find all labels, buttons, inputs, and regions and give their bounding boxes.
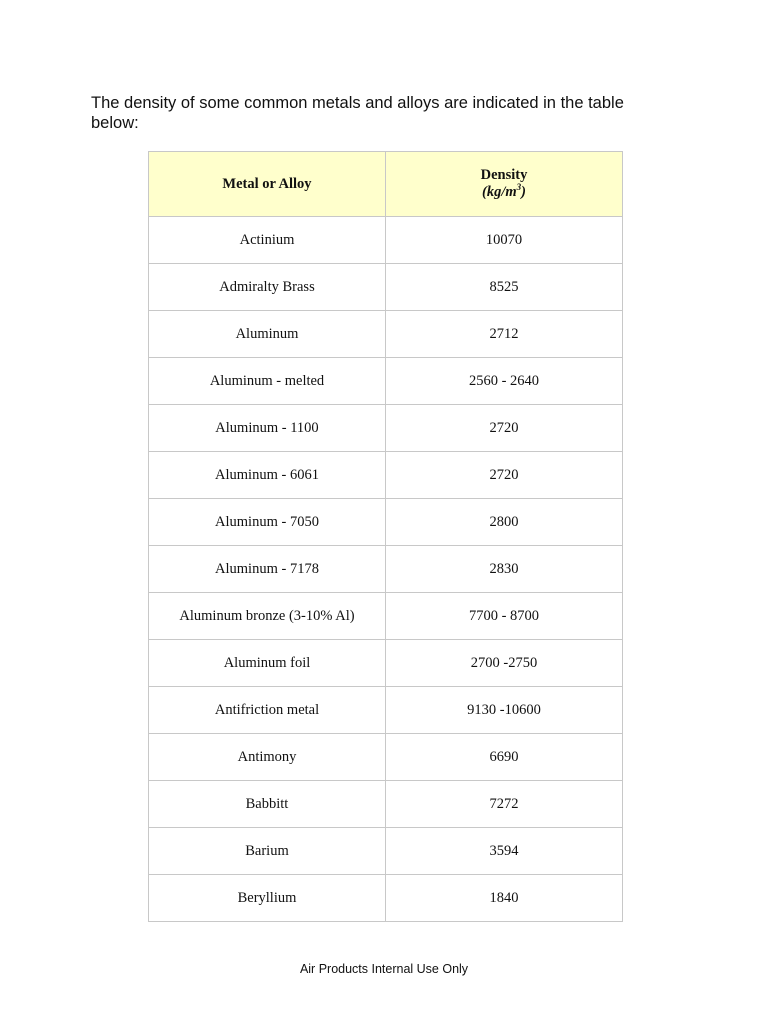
metal-cell: Aluminum - 6061 — [149, 452, 386, 499]
density-cell: 9130 -10600 — [386, 687, 623, 734]
metal-cell: Aluminum - 7050 — [149, 499, 386, 546]
header-unit-open: (kg/m — [482, 184, 517, 200]
table-row — [149, 875, 623, 922]
density-cell: 3594 — [386, 828, 623, 875]
density-cell: 7700 - 8700 — [386, 593, 623, 640]
table-row — [149, 593, 623, 640]
density-cell: 7272 — [386, 781, 623, 828]
metal-cell: Barium — [149, 828, 386, 875]
density-cell: 2830 — [386, 546, 623, 593]
table-row — [149, 311, 623, 358]
table-row — [149, 452, 623, 499]
table-row — [149, 499, 623, 546]
table-row — [149, 405, 623, 452]
intro-paragraph: The density of some common metals and alloys are indicated in the table below: — [91, 94, 624, 132]
density-cell: 2560 - 2640 — [386, 358, 623, 405]
table-row — [149, 264, 623, 311]
density-cell: 1840 — [386, 875, 623, 922]
density-table — [148, 151, 623, 922]
density-cell: 10070 — [386, 217, 623, 264]
metal-cell: Aluminum - melted — [149, 358, 386, 405]
metal-cell: Aluminum - 1100 — [149, 405, 386, 452]
header-density-title: Density — [480, 167, 528, 183]
density-cell: 2700 -2750 — [386, 640, 623, 687]
footer-classification: Air Products Internal Use Only — [299, 962, 469, 976]
header-unit-superscript: 3 — [516, 182, 522, 193]
metal-cell: Antimony — [149, 734, 386, 781]
metal-cell: Aluminum - 7178 — [149, 546, 386, 593]
table-row — [149, 640, 623, 687]
density-cell: 2800 — [386, 499, 623, 546]
table-header-row — [149, 152, 623, 217]
metal-cell: Actinium — [149, 217, 386, 264]
table-row — [149, 828, 623, 875]
header-metal-or-alloy: Metal or Alloy — [149, 152, 386, 217]
header-density — [386, 152, 623, 217]
metal-cell: Babbitt — [149, 781, 386, 828]
metal-cell: Aluminum foil — [149, 640, 386, 687]
header-density-unit — [386, 184, 622, 201]
density-cell: 2720 — [386, 452, 623, 499]
header-unit-close: ) — [521, 184, 526, 200]
table-row — [149, 217, 623, 264]
table-row — [149, 358, 623, 405]
table-row — [149, 734, 623, 781]
density-cell: 2720 — [386, 405, 623, 452]
density-cell: 6690 — [386, 734, 623, 781]
metal-cell: Admiralty Brass — [149, 264, 386, 311]
metal-cell: Aluminum — [149, 311, 386, 358]
metal-cell: Beryllium — [149, 875, 386, 922]
table-row — [149, 687, 623, 734]
density-cell: 2712 — [386, 311, 623, 358]
table-row — [149, 781, 623, 828]
table-row — [149, 546, 623, 593]
density-cell: 8525 — [386, 264, 623, 311]
metal-cell: Aluminum bronze (3-10% Al) — [149, 593, 386, 640]
metal-cell: Antifriction metal — [149, 687, 386, 734]
